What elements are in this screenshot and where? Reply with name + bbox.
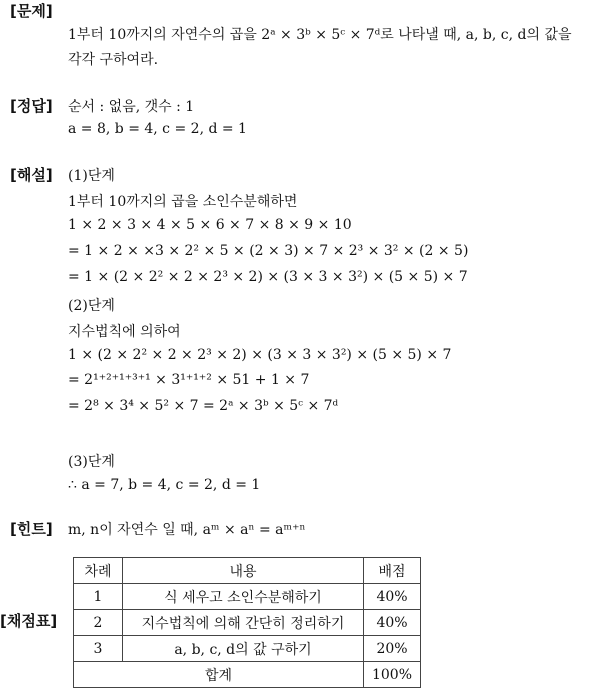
solution-line: 1 × 2 × 3 × 4 × 5 × 6 × 7 × 8 × 9 × 10 bbox=[68, 217, 352, 233]
table-row bbox=[74, 636, 421, 662]
row-content: 지수법칙에 의해 간단히 정리하기 bbox=[123, 610, 364, 636]
row-score: 40% bbox=[364, 610, 421, 636]
hint-text: m, n이 자연수 일 때, aᵐ × aⁿ = aᵐ⁺ⁿ bbox=[68, 522, 306, 538]
header-content: 내용 bbox=[123, 558, 364, 584]
total-label: 합계 bbox=[74, 662, 364, 688]
solution-line: 1 × (2 × 2² × 2 × 2³ × 2) × (3 × 3 × 3²) × (5 × 5) × 7 bbox=[68, 347, 452, 363]
solution-line: 1부터 10까지의 곱을 소인수분해하면 bbox=[68, 194, 298, 210]
total-value: 100% bbox=[364, 662, 421, 688]
problem-text-suffix: 로 나타낼 때, a, b, c, d의 값을 bbox=[380, 27, 572, 43]
solution-step-3-title: (3)단계 bbox=[68, 454, 115, 470]
solution-label: [해설] bbox=[10, 166, 53, 184]
total-row bbox=[74, 662, 421, 688]
grading-header-row bbox=[74, 558, 421, 584]
problem-line-1 bbox=[68, 24, 572, 44]
solution-step-1-title: (1)단계 bbox=[68, 168, 115, 184]
row-score: 40% bbox=[364, 584, 421, 610]
row-order: 2 bbox=[74, 610, 123, 636]
answer-values-line: a = 8, b = 4, c = 2, d = 1 bbox=[68, 121, 247, 137]
solution-line: 지수법칙에 의하여 bbox=[68, 324, 181, 340]
row-score: 20% bbox=[364, 636, 421, 662]
row-order: 3 bbox=[74, 636, 123, 662]
problem-text-prefix: 1부터 10까지의 자연수의 곱을 bbox=[68, 27, 262, 43]
solution-conclusion: ∴ a = 7, b = 4, c = 2, d = 1 bbox=[68, 477, 261, 493]
grading-table bbox=[73, 557, 421, 688]
solution-step-2-title: (2)단계 bbox=[68, 298, 115, 314]
problem-label: [문제] bbox=[10, 2, 53, 20]
answer-count-line: 순서 : 없음, 갯수 : 1 bbox=[68, 99, 195, 115]
row-content: a, b, c, d의 값 구하기 bbox=[123, 636, 364, 662]
hint-label: [힌트] bbox=[10, 520, 53, 538]
header-order: 차례 bbox=[74, 558, 123, 584]
header-score: 배점 bbox=[364, 558, 421, 584]
solution-line: = 2⁸ × 3⁴ × 5² × 7 = 2ᵃ × 3ᵇ × 5ᶜ × 7ᵈ bbox=[68, 398, 339, 414]
row-content: 식 세우고 소인수분해하기 bbox=[123, 584, 364, 610]
row-order: 1 bbox=[74, 584, 123, 610]
answer-label: [정답] bbox=[10, 97, 53, 115]
table-row bbox=[74, 584, 421, 610]
problem-line-2: 각각 구하여라. bbox=[68, 52, 159, 68]
problem-expression: 2ᵃ × 3ᵇ × 5ᶜ × 7ᵈ bbox=[261, 27, 381, 43]
solution-line: = 1 × (2 × 2² × 2 × 2³ × 2) × (3 × 3 × 3²) × (5 × 5) × 7 bbox=[68, 269, 468, 285]
solution-line: = 1 × 2 × ×3 × 2² × 5 × (2 × 3) × 7 × 2³ × 3² × (2 × 5) bbox=[68, 243, 469, 259]
table-row bbox=[74, 610, 421, 636]
grading-label: [채점표] bbox=[0, 612, 58, 630]
solution-line: = 2¹⁺²⁺¹⁺³⁺¹ × 3¹⁺¹⁺² × 51 + 1 × 7 bbox=[68, 372, 310, 388]
